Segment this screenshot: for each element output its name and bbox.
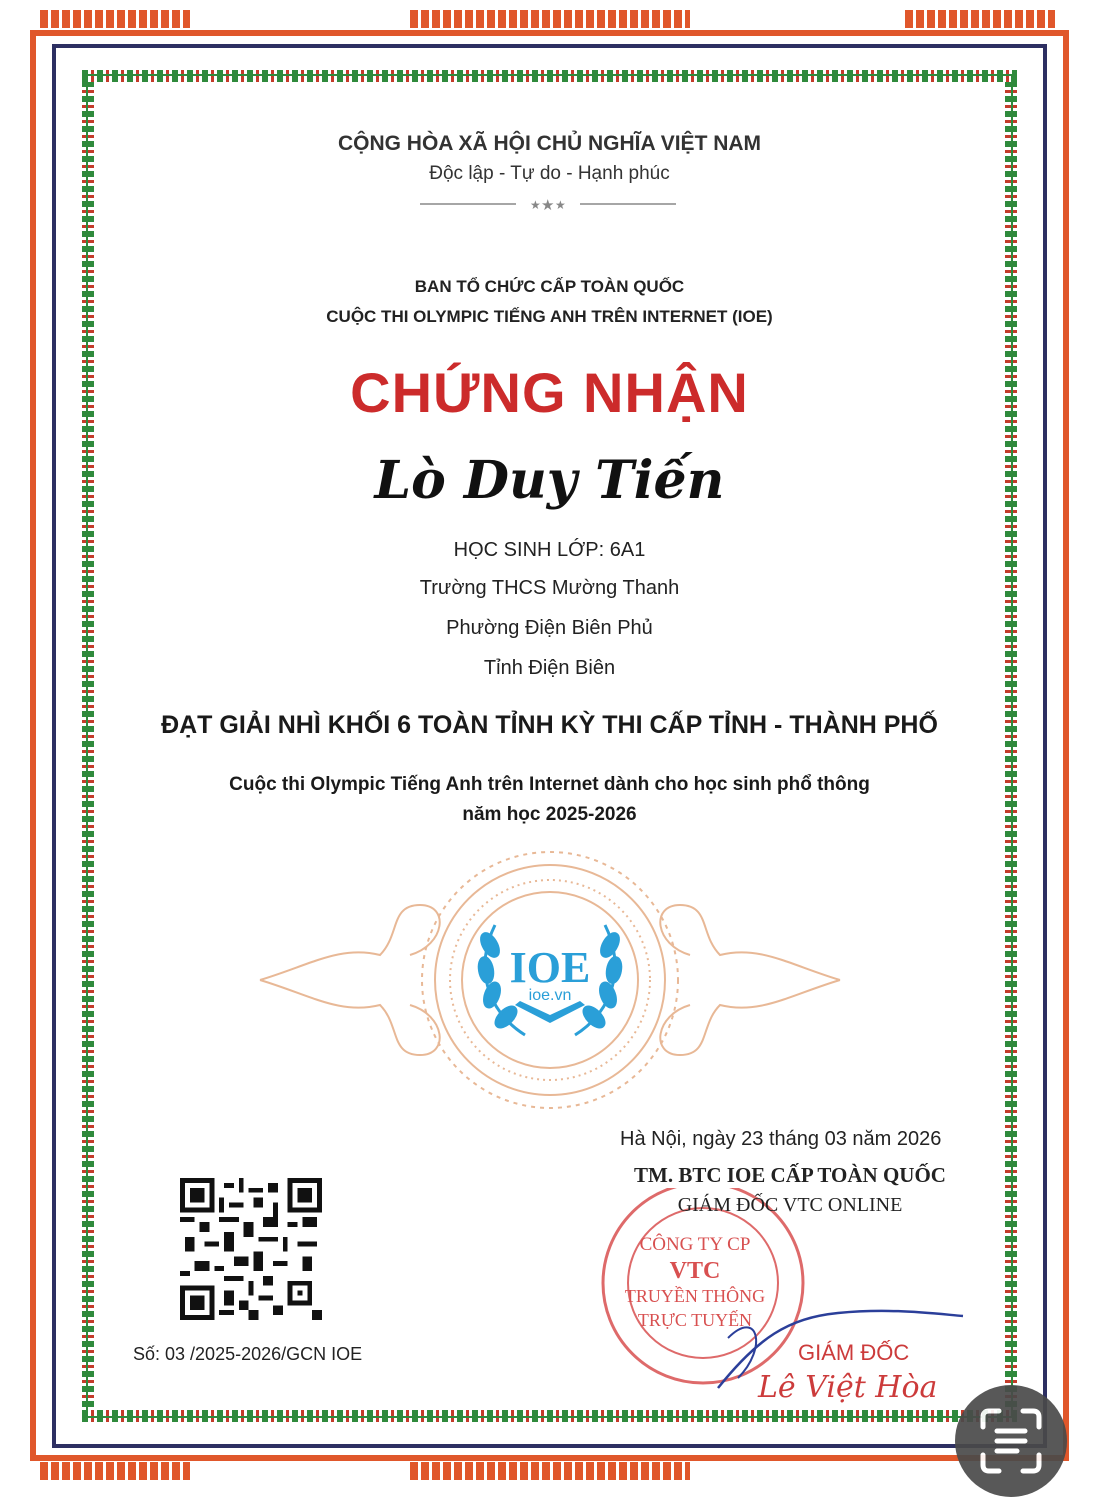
organizer-line-1: BAN TỔ CHỨC CẤP TOÀN QUỐC bbox=[414, 277, 685, 296]
svg-text:VTC: VTC bbox=[669, 1258, 721, 1284]
province-name: Tỉnh Điện Biên bbox=[483, 657, 616, 679]
document-scan-icon bbox=[955, 1385, 1067, 1497]
top-ornament bbox=[410, 10, 690, 28]
corner-ornament-bottom-left bbox=[40, 1462, 190, 1480]
signer-role: GIÁM ĐỐC VTC ONLINE bbox=[677, 1194, 903, 1216]
svg-text:★: ★ bbox=[541, 196, 555, 212]
corner-ornament-top-left bbox=[40, 10, 190, 28]
certificate-title: CHỨNG NHẬN bbox=[350, 361, 749, 424]
national-motto: Độc lập - Tự do - Hạnh phúc bbox=[429, 163, 670, 184]
svg-text:CÔNG TY CP: CÔNG TY CP bbox=[639, 1234, 751, 1255]
organizer-line-2: CUỘC THI OLYMPIC TIẾNG ANH TRÊN INTERNET (IOE) bbox=[326, 307, 773, 326]
svg-text:ioe.vn: ioe.vn bbox=[528, 987, 572, 1004]
signer-name: Lê Việt Hòa bbox=[758, 1370, 938, 1405]
svg-text:★: ★ bbox=[530, 198, 541, 212]
contest-line-1: Cuộc thi Olympic Tiếng Anh trên Internet dành cho học sinh phổ thông bbox=[229, 774, 870, 795]
recipient-name: Lò Duy Tiến bbox=[374, 450, 725, 511]
certificate-serial-number: Số: 03 /2025-2026/GCN IOE bbox=[133, 1344, 363, 1364]
ioe-emblem bbox=[250, 845, 850, 1115]
signer-role-red: GIÁM ĐỐC bbox=[798, 1340, 910, 1365]
on-behalf-title: TM. BTC IOE CẤP TOÀN QUỐC bbox=[634, 1163, 946, 1187]
qr-code bbox=[180, 1178, 322, 1320]
class-line: HỌC SINH LỚP: 6A1 bbox=[453, 539, 646, 561]
nation-name: CỘNG HÒA XÃ HỘI CHỦ NGHĨA VIỆT NAM bbox=[337, 132, 762, 155]
corner-ornament-top-right bbox=[905, 10, 1055, 28]
svg-text:IOE: IOE bbox=[509, 943, 591, 992]
svg-text:★: ★ bbox=[555, 198, 566, 212]
ward-name: Phường Điện Biên Phủ bbox=[446, 617, 653, 639]
document-scan-button[interactable] bbox=[955, 1385, 1067, 1497]
svg-text:TRỰC TUYẾN: TRỰC TUYẾN bbox=[637, 1310, 753, 1330]
bottom-ornament bbox=[410, 1462, 690, 1480]
header-divider bbox=[420, 196, 676, 212]
issue-date: Hà Nội, ngày 23 tháng 03 năm 2026 bbox=[620, 1128, 942, 1150]
svg-text:TRUYỀN THÔNG: TRUYỀN THÔNG bbox=[624, 1286, 766, 1306]
award-line: ĐẠT GIẢI NHÌ KHỐI 6 TOÀN TỈNH KỲ THI CẤP TỈNH - THÀNH PHỐ bbox=[161, 711, 938, 739]
contest-line-2: năm học 2025-2026 bbox=[462, 804, 637, 825]
school-name: Trường THCS Mường Thanh bbox=[419, 577, 680, 599]
